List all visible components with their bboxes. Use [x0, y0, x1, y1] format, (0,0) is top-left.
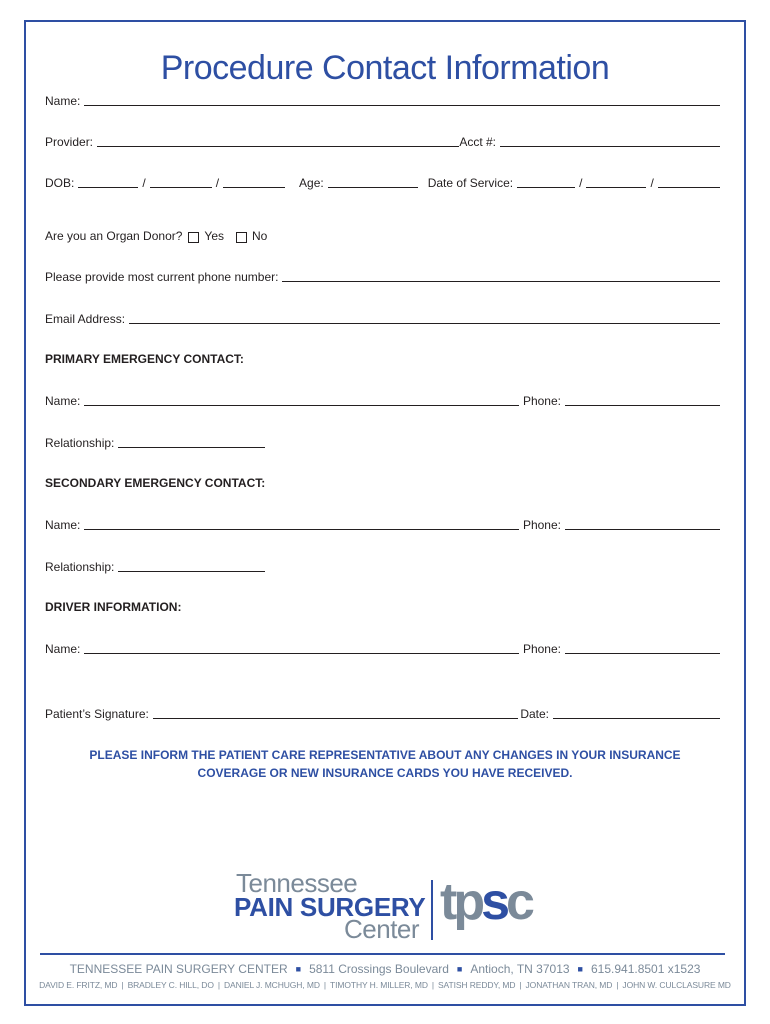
logo-word-center: Center [344, 914, 420, 944]
name-row [45, 92, 720, 108]
organ-donor-label: Are you an Organ Donor? [45, 229, 183, 243]
footer-divider-glyph: | [616, 980, 619, 990]
footer-divider-glyph: | [323, 980, 326, 990]
dob-day-field[interactable] [150, 175, 212, 188]
footer-doctor: JOHN W. CULCLASURE MD [622, 980, 731, 990]
dos-month-field[interactable] [517, 175, 575, 188]
secondary-name-label: Name: [45, 518, 81, 532]
date-of-service-label: Date of Service: [427, 176, 514, 190]
current-phone-label: Please provide most current phone number: [45, 270, 279, 284]
email-field[interactable] [129, 311, 720, 324]
organ-donor-yes-label: Yes [204, 229, 224, 243]
email-label: Email Address: [45, 312, 126, 326]
logo-abbr-c: c [506, 873, 531, 931]
primary-name-field[interactable] [84, 393, 519, 406]
primary-name-row [45, 392, 720, 408]
insurance-notice [0, 746, 770, 782]
footer-divider-glyph: | [519, 980, 522, 990]
footer-org: TENNESSEE PAIN SURGERY CENTER [69, 962, 288, 976]
secondary-name-row [45, 516, 720, 532]
dos-separator: / [579, 176, 583, 190]
footer-doctor: SATISH REDDY, MD [437, 980, 516, 990]
secondary-relationship-label: Relationship: [45, 560, 115, 574]
square-bullet-icon: ■ [456, 964, 463, 974]
footer-divider-glyph: | [121, 980, 124, 990]
tpsc-logo [234, 868, 544, 946]
footer-phone: 615.941.8501 x1523 [590, 962, 701, 976]
dos-year-field[interactable] [658, 175, 720, 188]
footer-doctor: TIMOTHY H. MILLER, MD [330, 980, 428, 990]
driver-name-row [45, 640, 720, 656]
organ-donor-row [45, 227, 720, 243]
driver-name-label: Name: [45, 642, 81, 656]
secondary-relationship-field[interactable] [118, 559, 265, 572]
footer-address-line [0, 962, 770, 976]
secondary-phone-label: Phone: [522, 518, 561, 532]
footer-divider-glyph: | [217, 980, 220, 990]
dob-month-field[interactable] [78, 175, 138, 188]
secondary-relationship-row [45, 558, 265, 574]
age-field[interactable] [328, 175, 418, 188]
page-border [24, 20, 746, 1006]
provider-label: Provider: [45, 135, 94, 149]
primary-relationship-field[interactable] [118, 435, 265, 448]
square-bullet-icon: ■ [295, 964, 302, 974]
dob-separator: / [142, 176, 146, 190]
footer-doctor: DANIEL J. MCHUGH, MD [223, 980, 320, 990]
secondary-phone-field[interactable] [565, 517, 720, 530]
provider-field[interactable] [97, 134, 459, 147]
driver-phone-label: Phone: [522, 642, 561, 656]
organ-donor-no-label: No [252, 229, 268, 243]
primary-contact-heading: PRIMARY EMERGENCY CONTACT: [45, 352, 244, 366]
name-field[interactable] [84, 93, 720, 106]
logo-abbr-tp: tp [440, 873, 482, 931]
primary-name-label: Name: [45, 394, 81, 408]
secondary-contact-heading: SECONDARY EMERGENCY CONTACT: [45, 476, 266, 490]
current-phone-row [45, 268, 720, 284]
logo-abbreviation [440, 872, 531, 932]
acct-field[interactable] [500, 134, 720, 147]
footer-doctor: JONATHAN TRAN, MD [525, 980, 613, 990]
driver-info-heading: DRIVER INFORMATION: [45, 600, 182, 614]
signature-row [45, 705, 720, 721]
dos-day-field[interactable] [586, 175, 646, 188]
driver-name-field[interactable] [84, 641, 519, 654]
footer-address: 5811 Crossings Boulevard [309, 962, 449, 976]
secondary-name-field[interactable] [84, 517, 519, 530]
dob-year-field[interactable] [223, 175, 285, 188]
logo-abbr-s: s [481, 873, 507, 931]
insurance-notice-line1: PLEASE INFORM THE PATIENT CARE REPRESENTATIVE ABOUT ANY CHANGES IN YOUR INSURANCE [89, 748, 681, 762]
dob-row [45, 174, 720, 190]
email-row [45, 310, 720, 326]
footer-doctors-line [0, 980, 770, 990]
logo-divider [431, 880, 433, 940]
dob-label: DOB: [45, 176, 75, 190]
current-phone-field[interactable] [282, 269, 720, 282]
footer-doctor: DAVID E. FRITZ, MD [39, 980, 118, 990]
footer-city: Antioch, TN 37013 [470, 962, 570, 976]
logo-word-pain-surgery: PAIN SURGERY [234, 892, 426, 922]
primary-relationship-row [45, 434, 265, 450]
square-bullet-icon: ■ [577, 964, 583, 974]
insurance-notice-line2: COVERAGE OR NEW INSURANCE CARDS YOU HAVE RECEIVED. [197, 766, 573, 780]
footer-doctor: BRADLEY C. HILL, DO [127, 980, 214, 990]
organ-donor-no-checkbox[interactable] [236, 232, 247, 243]
primary-phone-label: Phone: [522, 394, 561, 408]
provider-row [45, 133, 720, 149]
dos-separator: / [650, 176, 654, 190]
signature-date-label: Date: [520, 707, 549, 721]
driver-phone-field[interactable] [565, 641, 720, 654]
organ-donor-yes-checkbox[interactable] [188, 232, 199, 243]
primary-phone-field[interactable] [565, 393, 720, 406]
primary-relationship-label: Relationship: [45, 436, 115, 450]
acct-label: Acct #: [459, 135, 496, 149]
signature-date-field[interactable] [553, 706, 720, 719]
age-label: Age: [299, 176, 324, 190]
logo-word-tennessee: Tennessee [236, 868, 358, 898]
dob-separator: / [215, 176, 220, 190]
signature-label: Patient’s Signature: [45, 707, 149, 721]
footer-divider-glyph: | [431, 980, 434, 990]
footer-divider [40, 953, 725, 955]
name-label: Name: [45, 94, 81, 108]
signature-field[interactable] [153, 706, 518, 719]
page-title: Procedure Contact Information [160, 48, 610, 87]
